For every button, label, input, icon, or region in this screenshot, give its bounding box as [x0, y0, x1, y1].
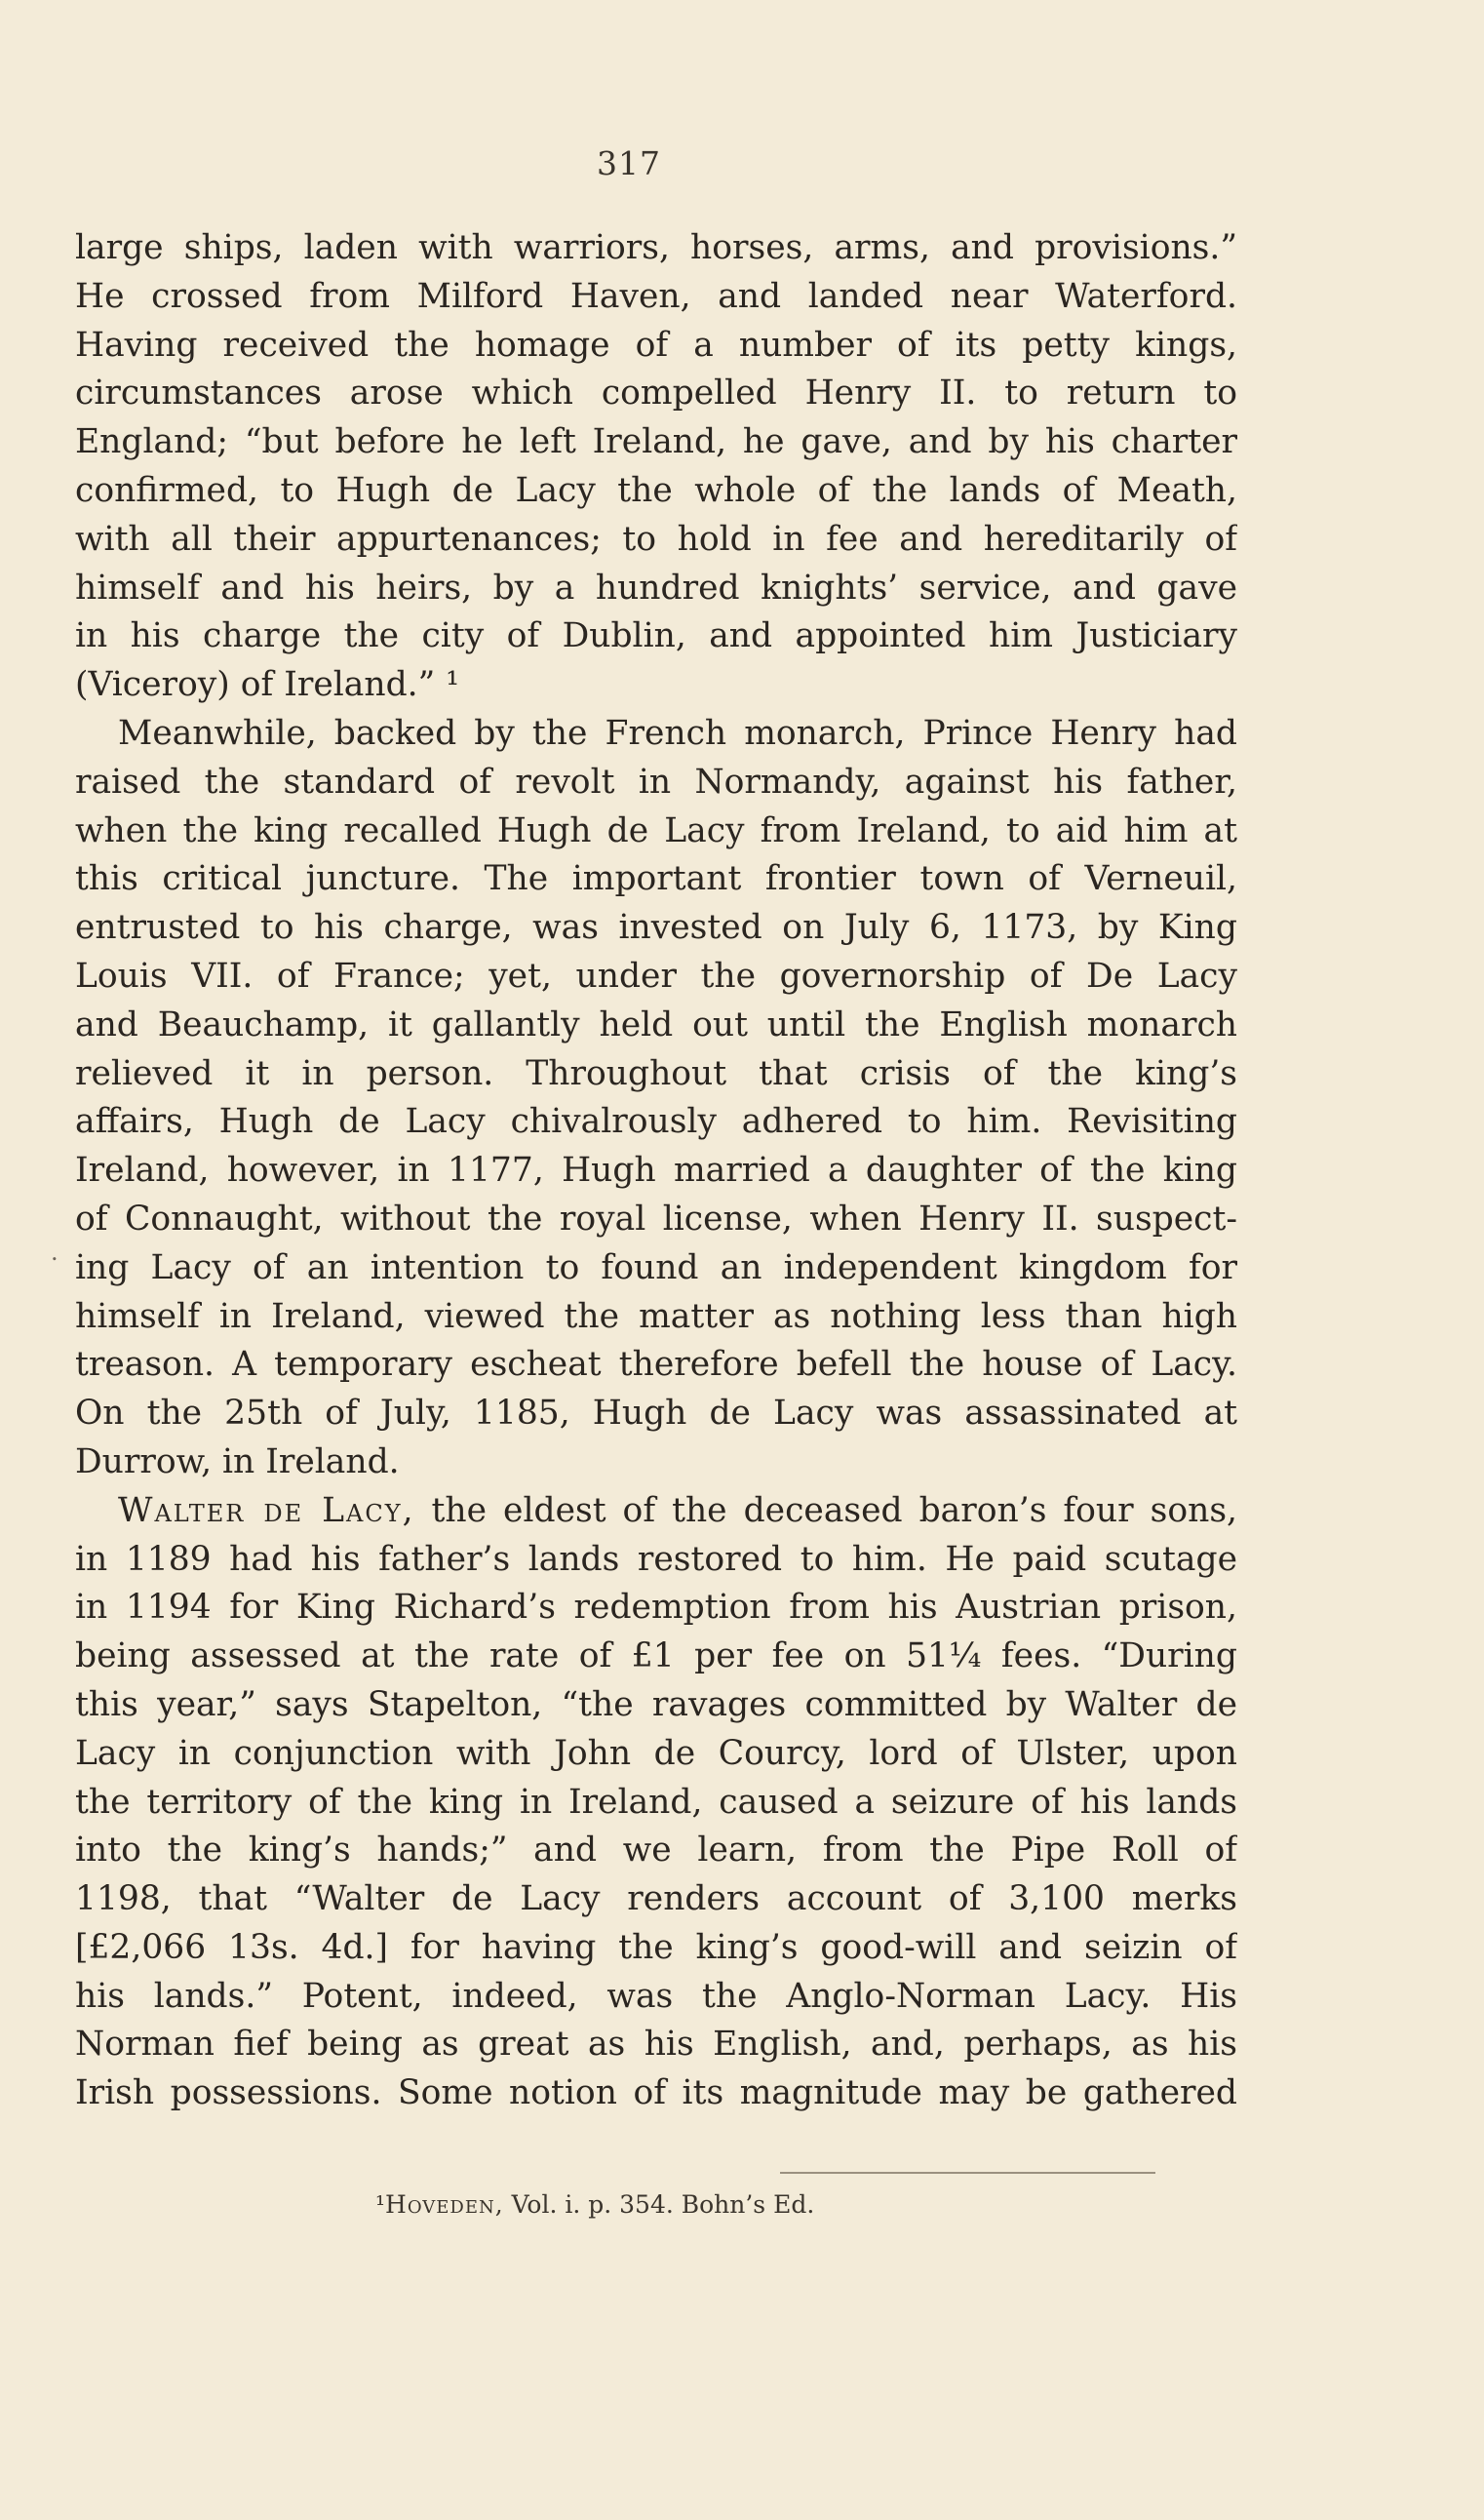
footnote: [375, 2190, 814, 2219]
text-line: this critical juncture. The important frontier town of Verneuil,: [75, 859, 1237, 899]
footnote-divider: [780, 2172, 1155, 2174]
text-line: ing Lacy of an intention to found an independent kingdom for: [75, 1247, 1237, 1287]
text-line: [£2,066 13s. 4d.] for having the king’s good-will and seizin of: [75, 1927, 1237, 1967]
text-line: and Beauchamp, it gallantly held out until the English monarch: [75, 1004, 1237, 1044]
text-line: Lacy in conjunction with John de Courcy, lord of Ulster, upon: [75, 1733, 1237, 1773]
text-line: himself and his heirs, by a hundred knights’ service, and gave: [75, 568, 1237, 608]
text-line: Durrow, in Ireland.: [75, 1441, 400, 1481]
text-line: On the 25th of July, 1185, Hugh de Lacy was assassinated at: [75, 1394, 1237, 1434]
text-line: affairs, Hugh de Lacy chivalrously adhered to him. Revisiting: [75, 1102, 1237, 1142]
text-line: (Viceroy) of Ireland.” ¹: [75, 665, 460, 705]
text-line: of Connaught, without the royal license, when Henry II. suspect-: [75, 1199, 1237, 1239]
text-line: himself in Ireland, viewed the matter as nothing less than high: [75, 1296, 1237, 1336]
page-number: 317: [597, 144, 661, 182]
footnote-citation: Vol. i. p. 354. Bohn’s Ed.: [511, 2190, 815, 2219]
body-text: [75, 224, 1237, 2118]
text-line-rest: the eldest of the deceased baron’s four sons,: [431, 1490, 1237, 1530]
text-line: Norman fief being as great as his English, and, perhaps, as his: [75, 2025, 1237, 2065]
text-line: relieved it in person. Throughout that crisis of the king’s: [75, 1053, 1237, 1093]
text-line: Meanwhile, backed by the French monarch, Prince Henry had: [118, 713, 1237, 753]
text-line: confirmed, to Hugh de Lacy the whole of the lands of Meath,: [75, 470, 1237, 510]
text-line: He crossed from Milford Haven, and landed near Waterford.: [75, 276, 1237, 316]
text-line: large ships, laden with warriors, horses, arms, and provisions.”: [75, 228, 1237, 267]
text-line: Having received the homage of a number of its petty kings,: [75, 325, 1237, 365]
footnote-marker: ¹: [375, 2190, 386, 2219]
text-line: entrusted to his charge, was invested on July 6, 1173, by King: [75, 908, 1237, 948]
text-line: being assessed at the rate of £1 per fee on 51¼ fees. “During: [75, 1636, 1237, 1676]
text-line: Irish possessions. Some notion of its magnitude may be gathered: [75, 2073, 1237, 2113]
text-line: England; “but before he left Ireland, he gave, and by his charter: [75, 422, 1237, 462]
text-line: his lands.” Potent, indeed, was the Anglo-Norman Lacy. His: [75, 1976, 1237, 2016]
text-line: with all their appurtenances; to hold in fee and hereditarily of: [75, 519, 1237, 559]
text-line: [75, 1487, 1237, 1536]
walter-de-lacy-name: Walter de Lacy,: [118, 1490, 415, 1530]
text-line: in 1189 had his father’s lands restored to him. He paid scutage: [75, 1539, 1237, 1579]
text-line: Louis VII. of France; yet, under the governorship of De Lacy: [75, 956, 1237, 996]
text-line: in his charge the city of Dublin, and appointed him Justiciary: [75, 616, 1237, 656]
text-line: 1198, that “Walter de Lacy renders account of 3,100 merks: [75, 1879, 1237, 1919]
text-line: when the king recalled Hugh de Lacy from Ireland, to aid him at: [75, 810, 1237, 850]
text-line: into the king’s hands;” and we learn, from the Pipe Roll of: [75, 1831, 1237, 1870]
text-line: the territory of the king in Ireland, caused a seizure of his lands: [75, 1782, 1237, 1822]
text-line: circumstances arose which compelled Henry II. to return to: [75, 374, 1237, 413]
text-line: raised the standard of revolt in Normandy, against his father,: [75, 762, 1237, 802]
text-line: treason. A temporary escheat therefore befell the house of Lacy.: [75, 1345, 1237, 1385]
text-line: Ireland, however, in 1177, Hugh married a daughter of the king: [75, 1151, 1237, 1191]
text-line: this year,” says Stapelton, “the ravages committed by Walter de: [75, 1684, 1237, 1724]
margin-mark: .: [51, 1239, 59, 1266]
text-line: in 1194 for King Richard’s redemption from his Austrian prison,: [75, 1588, 1237, 1628]
footnote-author: Hoveden,: [385, 2190, 504, 2219]
